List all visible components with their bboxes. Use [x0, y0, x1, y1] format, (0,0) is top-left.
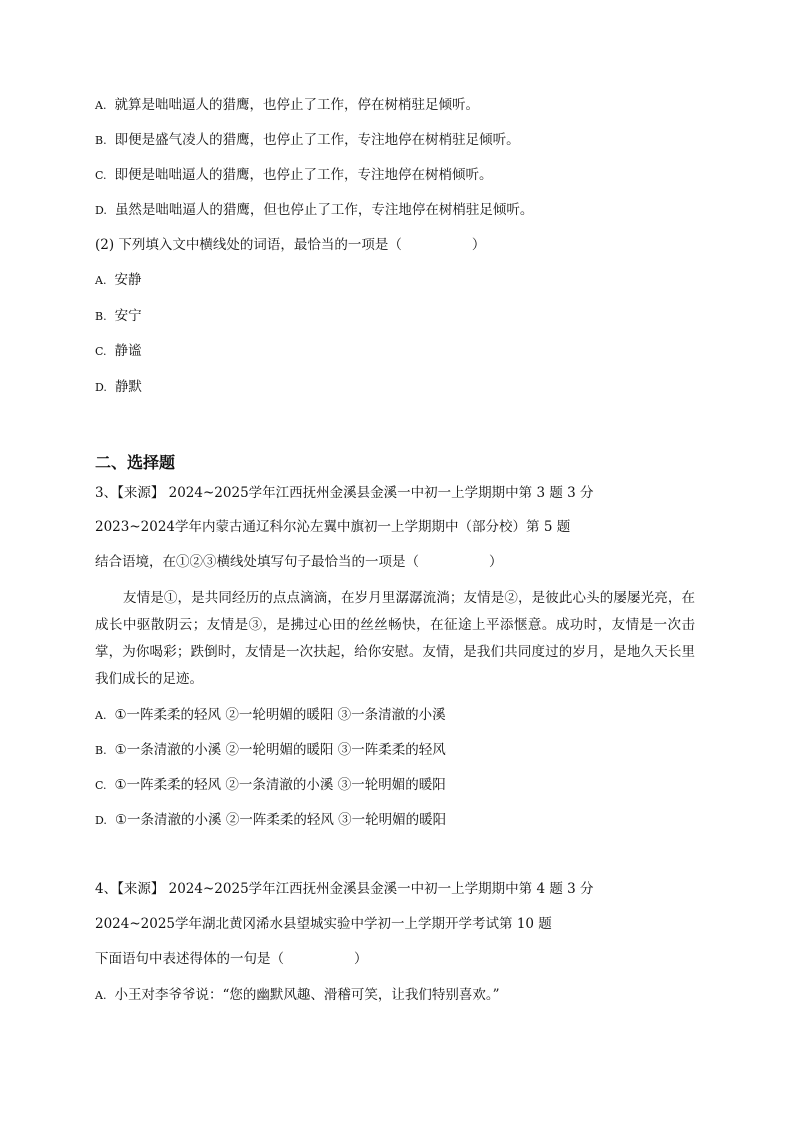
option-d: D. ①一条清澈的小溪 ②一阵柔柔的轻风 ③一轮明媚的暖阳: [95, 812, 447, 828]
option-d: D. 静默: [95, 379, 142, 395]
option-d: D. 虽然是咄咄逼人的猎鹰，但也停止了工作，专注地停在树梢驻足倾听。: [95, 202, 534, 218]
question-stem: 下面语句中表述得体的一句是（ ）: [95, 951, 368, 967]
option-b: B. ①一条清澈的小溪 ②一轮明媚的暖阳 ③一阵柔柔的轻风: [95, 742, 446, 758]
option-a: A. 就算是咄咄逼人的猎鹰，也停止了工作，停在树梢驻足倾听。: [95, 97, 479, 113]
option-a: A. ①一阵柔柔的轻风 ②一轮明媚的暖阳 ③一条清澈的小溪: [95, 707, 446, 723]
question-source-secondary: 2024~2025学年湖北黄冈浠水县望城实验中学初一上学期开学考试第 10 题: [95, 916, 552, 932]
option-a: A. 小王对李爷爷说：“您的幽默风趣、滑稽可笑，让我们特别喜欢。”: [95, 987, 500, 1003]
option-a: A. 安静: [95, 272, 142, 288]
option-c: C. 静谧: [95, 343, 142, 359]
question-source: 3、【来源】 2024~2025学年江西抚州金溪县金溪一中初一上学期期中第 3 题 3 分: [95, 485, 594, 501]
section-title: 二、选择题: [95, 453, 176, 472]
question-source: 4、【来源】 2024~2025学年江西抚州金溪县金溪一中初一上学期期中第 4 题 3 分: [95, 881, 594, 897]
reading-passage: 友情是①，是共同经历的点点滴滴，在岁月里潺潺流淌；友情是②，是彼此心头的屡屡光亮，在成长中驱散阴云；友情是③，是拂过心田的丝丝畅快，在征途上平添惬意。成功时，友情是一次击掌，为你喝彩；跌倒时，友情是一次扶起，给你安慰。友情，是我们共同度过的岁月，是地久天长里我们成长的足迹。: [95, 590, 695, 687]
option-b: B. 即便是盛气凌人的猎鹰，也停止了工作，专注地停在树梢驻足倾听。: [95, 132, 520, 148]
sub-question-stem: (2) 下列填入文中横线处的词语，最恰当的一项是（ ）: [95, 237, 486, 253]
question-source-secondary: 2023~2024学年内蒙古通辽科尔沁左翼中旗初一上学期期中（部分校）第 5 题: [95, 519, 571, 535]
option-c: C. 即便是咄咄逼人的猎鹰，也停止了工作，专注地停在树梢倾听。: [95, 167, 493, 183]
question-stem: 结合语境，在①②③横线处填写句子最恰当的一项是（ ）: [95, 554, 503, 570]
option-b: B. 安宁: [95, 308, 142, 324]
option-c: C. ①一阵柔柔的轻风 ②一条清澈的小溪 ③一轮明媚的暖阳: [95, 777, 446, 793]
